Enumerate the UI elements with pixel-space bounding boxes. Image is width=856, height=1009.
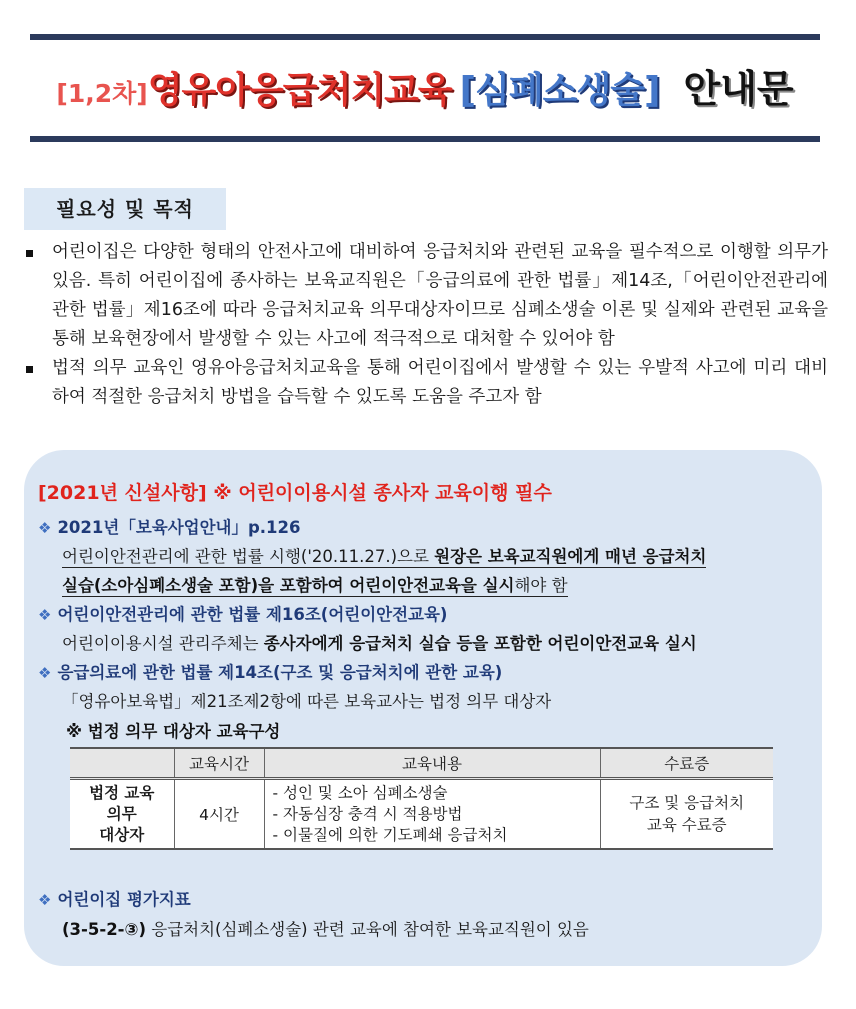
- title-main: 영유아응급처치교육: [147, 70, 452, 111]
- contents-cell: - 성인 및 소아 심폐소생술 - 자동심장 충격 시 적용방법 - 이물질에 의한 기도폐쇄 응급처치: [264, 779, 600, 850]
- bullet-square-icon: [26, 250, 33, 257]
- title-suffix: 안내문: [683, 67, 794, 111]
- education-table: [70, 747, 773, 850]
- purpose-bullets: [24, 238, 828, 412]
- diamond-bullet-icon: ❖: [38, 519, 52, 537]
- notice-item-body: 어린이안전관리에 관한 법률 시행('20.11.27.)으로 원장은 보육교직원에게 매년 응급처치: [62, 547, 707, 566]
- table-header-row: [70, 748, 773, 779]
- table-row: [70, 779, 773, 850]
- purpose-bullet: [24, 238, 828, 354]
- hours-cell: 4시간: [174, 779, 264, 850]
- bullet-text: 어린이집은 다양한 형태의 안전사고에 대비하여 응급처치와 관련된 교육을 필수적으로 이행할 의무가 있음. 특히 어린이집에 종사하는 보육교직원은「응급의료에 관한 법률」제14조,「어린이안전관리에 관한 법률」제16조에 따라 응급처치교육 의무대상자이므로 심폐소생술 이론 및 실제와 관련된 교육을 통해 보육현장에서 발생할 수 있는 사고에 적극적으로 대처할 수 있어야 함: [52, 242, 828, 349]
- table-header-cell: 수료증: [600, 748, 773, 779]
- bullet-text: 법적 의무 교육인 영유아응급처치교육을 통해 어린이집에서 발생할 수 있는 우발적 사고에 미리 대비하여 적절한 응급처치 방법을 습득할 수 있도록 도움을 주고자 함: [52, 358, 828, 407]
- bullet-square-icon: [26, 366, 33, 373]
- diamond-bullet-icon: ❖: [38, 664, 52, 682]
- notice-item-title: ❖ 어린이집 평가지표: [38, 890, 191, 909]
- row-label-cell: 법정 교육 의무 대상자: [70, 779, 174, 850]
- notice-item-body: 실습(소아심폐소생술 포함)을 포함하여 어린이안전교육을 실시해야 함: [62, 576, 568, 595]
- page-title: [30, 58, 820, 122]
- purpose-bullet: [24, 354, 828, 412]
- notice-item-title: ❖ 2021년「보육사업안내」p.126: [38, 518, 301, 537]
- notice-item-title: ❖ 응급의료에 관한 법률 제14조(구조 및 응급처치에 관한 교육): [38, 663, 503, 682]
- diamond-bullet-icon: ❖: [38, 891, 52, 909]
- certificate-cell: 구조 및 응급처치 교육 수료증: [600, 779, 773, 850]
- section-heading-purpose: 필요성 및 목적: [24, 188, 226, 230]
- title-sub: [심폐소생술]: [459, 70, 660, 111]
- bottom-rule: [30, 136, 820, 142]
- table-header-cell: 교육시간: [174, 748, 264, 779]
- table-header-cell: 교육내용: [264, 748, 600, 779]
- notice-item-body: (3-5-2-③) 응급처치(심폐소생술) 관련 교육에 참여한 보육교직원이 있음: [62, 920, 589, 939]
- notice-item-body: 「영유아보육법」제21조제2항에 따른 보육교사는 법정 의무 대상자: [62, 692, 552, 711]
- notice-heading: [2021년 신설사항] ※ 어린이이용시설 종사자 교육이행 필수: [38, 482, 552, 504]
- notice-item-body: 어린이이용시설 관리주체는 종사자에게 응급처치 실습 등을 포함한 어린이안전교육 실시: [62, 634, 697, 653]
- table-header-cell: [70, 748, 174, 779]
- notice-item-title: ❖ 어린이안전관리에 관한 법률 제16조(어린이안전교육): [38, 605, 448, 624]
- title-round: [1,2차]: [56, 79, 148, 108]
- table-caption: ※ 법정 의무 대상자 교육구성: [66, 722, 281, 741]
- top-rule: [30, 34, 820, 40]
- diamond-bullet-icon: ❖: [38, 606, 52, 624]
